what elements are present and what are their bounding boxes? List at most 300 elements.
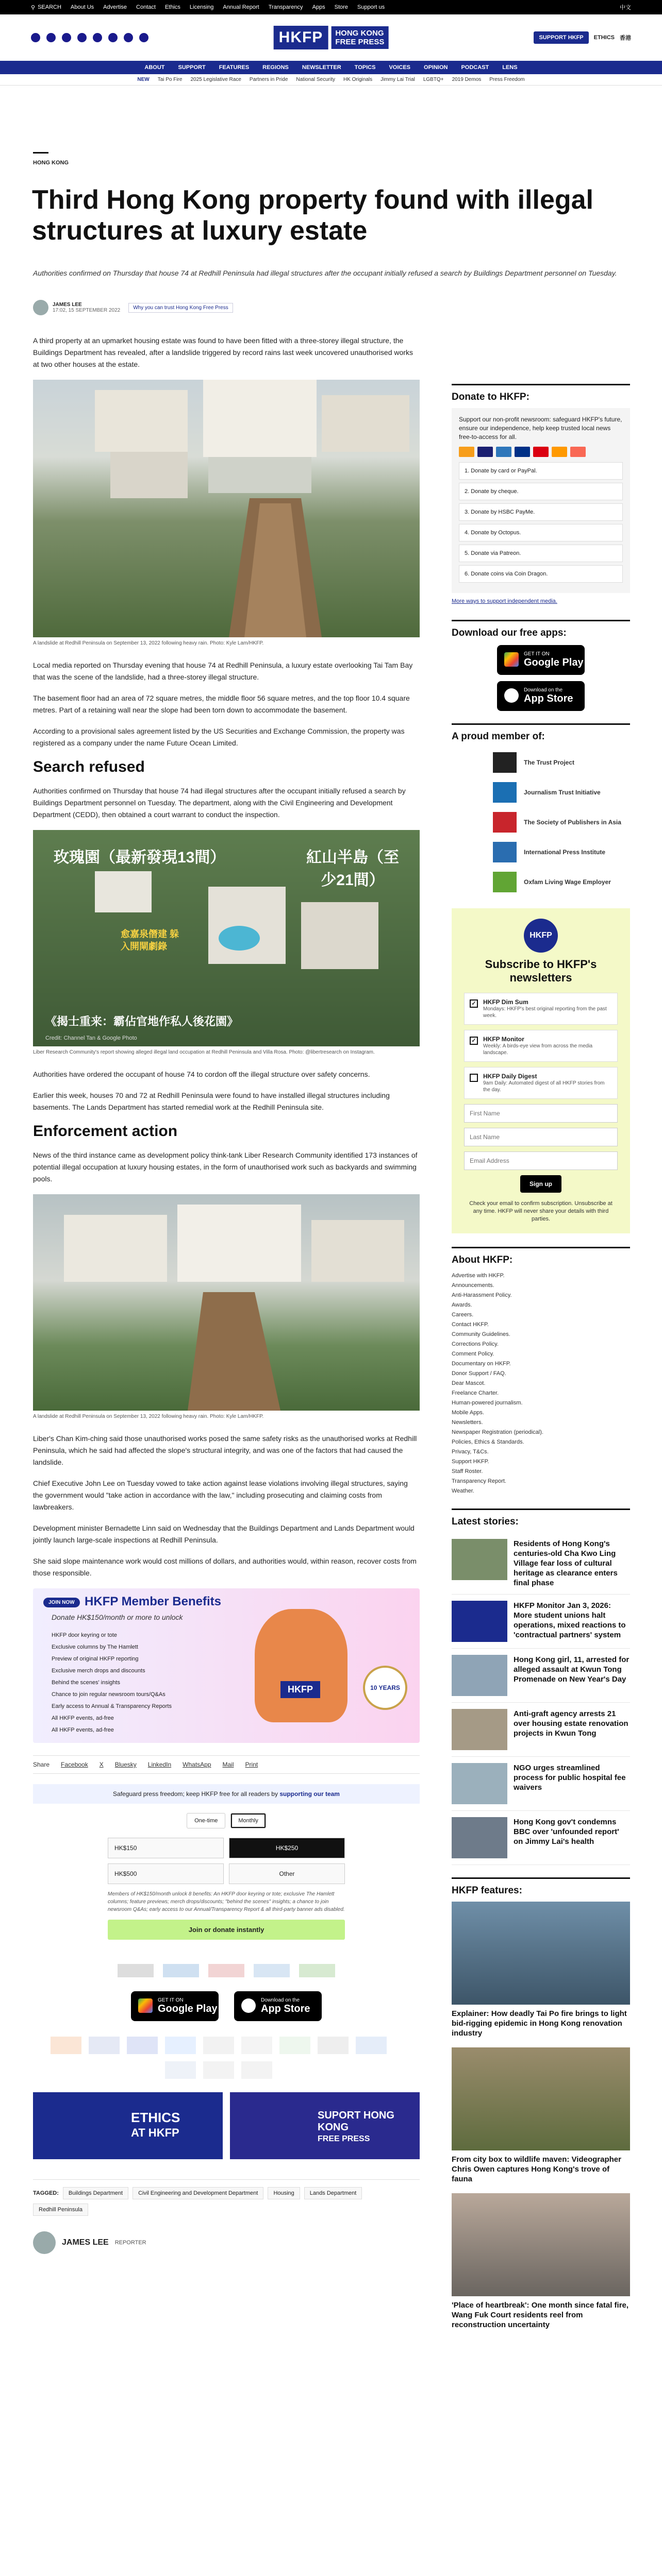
- image-credit: Credit: Channel Tan & Google Photo: [45, 1035, 137, 1041]
- paragraph: Authorities have ordered the occupant of house 74 to cordon off the illegal structure over safety concerns.: [33, 1070, 370, 1078]
- mascot-shirt-text: HKFP: [280, 1681, 320, 1698]
- nav-regions[interactable]: REGIONS: [262, 64, 289, 71]
- member-item[interactable]: [493, 837, 630, 867]
- octopus-logo: [241, 2037, 272, 2054]
- amount-option[interactable]: HK$150: [108, 1838, 224, 1858]
- util-link-about[interactable]: About Us: [70, 4, 94, 10]
- mastercard-icon: [459, 447, 474, 457]
- about-link[interactable]: Awards.: [452, 1302, 472, 1308]
- about-link[interactable]: Careers.: [452, 1312, 474, 1318]
- ethics-banner-title: ETHICS: [131, 2110, 180, 2125]
- benefit-list: [52, 1630, 172, 1736]
- paragraph: According to a provisional sales agreement listed by the US Securities and Exchange Commission, the property was registered as a company under the name Future Ocean Limited.: [33, 727, 405, 747]
- logo-mark: HKFP: [274, 26, 328, 49]
- benefit-item: Early access to Annual & Transparency Reports: [52, 1703, 172, 1709]
- nav-lens[interactable]: LENS: [502, 64, 518, 71]
- oxfam-logo: [299, 1964, 335, 1977]
- bottom-app-store-button[interactable]: [234, 1991, 322, 2021]
- share-linkedin[interactable]: LinkedIn: [147, 1761, 172, 1768]
- about-link[interactable]: Corrections Policy.: [452, 1341, 499, 1347]
- amount-option-other[interactable]: Other: [229, 1863, 345, 1884]
- donate-box: [452, 408, 630, 593]
- paragraph: Liber's Chan Kim-ching said those unauthorised works posed the same safety risks as the unauthorised works at Redhill Peninsula, which he said had affected the slope's structural integrity, and was one of the factors that had caused the landslide.: [33, 1434, 417, 1466]
- latest-story[interactable]: [452, 1649, 630, 1703]
- last-name-input[interactable]: [464, 1128, 618, 1146]
- press-text: Safeguard press freedom; keep HKFP free for all readers by: [113, 1790, 278, 1798]
- share-label: Share: [33, 1761, 50, 1768]
- share-bluesky[interactable]: Bluesky: [114, 1761, 137, 1768]
- landslide-photo-2: [33, 1194, 420, 1411]
- latest-story[interactable]: [452, 1595, 630, 1649]
- author-name[interactable]: JAMES LEE: [53, 302, 82, 308]
- donate-option[interactable]: 1. Donate by card or PayPal.: [459, 462, 623, 480]
- story-thumbnail: [452, 1601, 507, 1642]
- benefit-title: HKFP Member Benefits: [85, 1595, 221, 1608]
- donation-note: Members of HK$150/month unlock 8 benefits: An HKFP door keyring or tote; exclusive The Hamlett columns; feature previews; merch drops/discounts; "behind the scenes" insights; a chance to join newsroom Q&As; early access to our Annual/Transparency Report & all third-party banner ads disabled.: [108, 1891, 345, 1912]
- search-toggle[interactable]: [31, 4, 61, 11]
- site-header: [0, 14, 662, 61]
- nav-about[interactable]: ABOUT: [144, 64, 165, 71]
- ipi-icon: [493, 842, 517, 862]
- latest-stories: [452, 1533, 630, 1865]
- util-link-apps[interactable]: Apps: [312, 4, 325, 10]
- newsletter-note: Check your email to confirm subscription. Unsubscribe at any time. HKFP will never share your details with third parties.: [469, 1200, 613, 1222]
- about-link[interactable]: Contact HKFP.: [452, 1321, 489, 1328]
- trending-bar: [0, 74, 662, 86]
- about-link[interactable]: Newspaper Registration (periodical).: [452, 1429, 543, 1435]
- patreon-logo: [318, 2037, 349, 2054]
- deer-mascot-illustration: [255, 1609, 347, 1722]
- util-link-support[interactable]: Support us: [357, 4, 385, 10]
- about-link[interactable]: Support HKFP.: [452, 1459, 489, 1465]
- as-small: Download on the: [261, 1997, 300, 2003]
- x-icon[interactable]: [46, 33, 56, 42]
- member-name: Journalism Trust Initiative: [524, 789, 601, 796]
- checkbox-checked-icon[interactable]: ✓: [470, 1037, 478, 1045]
- landslide-photo-2-art: [33, 1194, 420, 1411]
- donate-option[interactable]: 2. Donate by cheque.: [459, 483, 623, 500]
- tag[interactable]: Buildings Department: [63, 2187, 128, 2199]
- nav-opinion[interactable]: OPINION: [424, 64, 448, 71]
- benefit-item: HKFP door keyring or tote: [52, 1632, 117, 1638]
- nav-topics[interactable]: TOPICS: [354, 64, 376, 71]
- signup-button[interactable]: Sign up: [520, 1175, 561, 1193]
- nav-podcast[interactable]: PODCAST: [461, 64, 489, 71]
- gp-big: Google Play: [158, 2003, 218, 2014]
- nav-newsletter[interactable]: NEWSLETTER: [302, 64, 341, 71]
- search-icon: ⚲: [31, 4, 36, 11]
- ethics-banner[interactable]: [33, 2092, 223, 2159]
- support-banner[interactable]: [230, 2092, 420, 2159]
- section-heading: Search refused: [33, 758, 145, 775]
- latest-story[interactable]: [452, 1703, 630, 1757]
- trending-item[interactable]: HK Originals: [343, 77, 373, 82]
- about-link[interactable]: Freelance Charter.: [452, 1390, 499, 1396]
- trust-project-icon: [493, 752, 517, 773]
- newsletter-desc: Weekly: A birds-eye view from across the media landscape.: [483, 1043, 593, 1056]
- trending-item[interactable]: 2019 Demos: [452, 77, 482, 82]
- landslide-photo-art: [33, 380, 420, 637]
- payme-icon: [533, 447, 549, 457]
- patreon-icon: [570, 447, 586, 457]
- sopa-icon: [493, 812, 517, 833]
- logo-line-2: FREE PRESS: [335, 38, 385, 46]
- member-logos-row: [33, 1960, 420, 1981]
- checkbox-checked-icon[interactable]: ✓: [470, 999, 478, 1008]
- newsletter-option-dim-sum[interactable]: [464, 993, 618, 1025]
- feature-story[interactable]: [452, 2193, 630, 2330]
- gp-small: GET IT ON: [158, 1997, 184, 2003]
- photo-caption: Liber Research Community's report showing alleged illegal land occupation at Redhill Peninsula and Villa Rosa. Photo: @libertresearch on Instagram.: [33, 1049, 375, 1055]
- photo-caption: A landslide at Redhill Peninsula on September 13, 2022 following heavy rain. Photo: Kyle Lam/HKFP.: [33, 1414, 264, 1419]
- press-link[interactable]: supporting our team: [279, 1790, 340, 1798]
- nav-features[interactable]: FEATURES: [219, 64, 250, 71]
- jti-icon: [493, 782, 517, 803]
- fps-logo: [165, 2061, 196, 2079]
- octopus-icon: [552, 447, 567, 457]
- feature-story[interactable]: [452, 2047, 630, 2184]
- nav-voices[interactable]: VOICES: [389, 64, 411, 71]
- as-big: App Store: [524, 693, 573, 704]
- donate-option[interactable]: 4. Donate by Octopus.: [459, 524, 623, 541]
- member-benefits-banner[interactable]: [33, 1588, 420, 1743]
- apple-pay-logo: [241, 2061, 272, 2079]
- paragraph: Chief Executive John Lee on Tuesday vowed to take action against lease violations involving illegal structures, saying the government would "take action in accordance with the law," including prosecuting and claiming costs from lawbreakers.: [33, 1479, 408, 1511]
- share-whatsapp[interactable]: WhatsApp: [183, 1761, 211, 1768]
- about-link[interactable]: Community Guidelines.: [452, 1331, 510, 1337]
- author-box-avatar[interactable]: [33, 2231, 56, 2254]
- newsletter-desc: 9am Daily: Automated digest of all HKFP stories from the day.: [483, 1080, 605, 1093]
- article-title: Third Hong Kong property found with illegal structures at luxury estate: [32, 185, 594, 246]
- jti-logo: [163, 1964, 199, 1977]
- benefit-item: Exclusive merch drops and discounts: [52, 1668, 145, 1674]
- anniversary-badge: 10 YEARS: [363, 1666, 407, 1710]
- story-title: Hong Kong girl, 11, arrested for alleged assault at Kwun Tong Promenade on New Year's Day: [514, 1655, 630, 1684]
- article-subtitle: Authorities confirmed on Thursday that house 74 at Redhill Peninsula had illegal structures after the occupant initially refused a search by Buildings Department personnel on Tuesday.: [33, 269, 617, 277]
- trending-item[interactable]: LGBTQ+: [423, 77, 444, 82]
- paragraph: The basement floor had an area of 72 square metres, the middle floor 56 square metres, and the top floor 10.4 square metres. Part of a retaining wall near the slope had been torn down to accommodate the basement.: [33, 694, 410, 714]
- member-item[interactable]: [493, 867, 630, 897]
- member-name: The Society of Publishers in Asia: [524, 819, 621, 826]
- trust-link[interactable]: Why you can trust Hong Kong Free Press: [128, 303, 233, 313]
- section-heading: Enforcement action: [33, 1123, 178, 1140]
- story-thumbnail: [452, 1817, 507, 1858]
- trending-new-label: NEW: [137, 77, 150, 82]
- article-category[interactable]: HONG KONG: [33, 160, 69, 166]
- member-name: Oxfam Living Wage Employer: [524, 878, 611, 886]
- about-link[interactable]: Weather.: [452, 1488, 474, 1494]
- tag[interactable]: Lands Department: [304, 2187, 362, 2199]
- ipi-logo: [254, 1964, 290, 1977]
- benefit-item: Chance to join regular newsroom tours/Q&As: [52, 1691, 166, 1698]
- donation-form: [108, 1813, 345, 1940]
- google-play-button[interactable]: [497, 645, 585, 675]
- story-thumbnail: [452, 1539, 507, 1580]
- photo-caption: A landslide at Redhill Peninsula on September 13, 2022 following heavy rain. Photo: Kyle Lam/HKFP.: [33, 640, 264, 646]
- story-title: Hong Kong gov't condemns BBC over 'unfounded report' on Jimmy Lai's health: [514, 1818, 619, 1846]
- story-title: Residents of Hong Kong's centuries-old Cha Kwo Ling Village fear loss of cultural heritage as clearance enters final phase: [514, 1539, 618, 1587]
- freq-monthly[interactable]: Monthly: [230, 1813, 266, 1828]
- story-title: HKFP Monitor Jan 3, 2026: More student unions halt operations, mixed reactions to 'contractual partners' system: [514, 1601, 626, 1639]
- story-thumbnail: [452, 1709, 507, 1750]
- util-link-ethics[interactable]: Ethics: [164, 4, 180, 10]
- share-facebook[interactable]: Facebook: [61, 1761, 88, 1768]
- mastercard-logo: [51, 2037, 81, 2054]
- trust-project-logo: [118, 1964, 154, 1977]
- feature-image: [452, 2193, 630, 2296]
- donate-option[interactable]: 6. Donate coins via Coin Dragon.: [459, 565, 623, 583]
- sidebar: [452, 384, 630, 2339]
- util-link-licensing[interactable]: Licensing: [189, 4, 214, 10]
- donate-heading: Donate to HKFP:: [452, 384, 630, 403]
- image-label-bottom: 《揭士重来：霸佔官地作私人後花園》: [45, 1015, 239, 1028]
- latest-story[interactable]: [452, 1533, 630, 1595]
- about-link[interactable]: Donor Support / FAQ.: [452, 1370, 506, 1377]
- feature-image: [452, 2047, 630, 2150]
- image-label-right: 紅山半島（至少21間）: [306, 849, 399, 889]
- newsletter-desc: Mondays: HKFP's best original reporting from the past week.: [483, 1006, 607, 1019]
- apple-icon: [504, 688, 519, 703]
- amount-option-selected[interactable]: HK$250: [229, 1838, 345, 1858]
- threads-icon[interactable]: [77, 33, 87, 42]
- story-title: NGO urges streamlined process for public hospital fee waivers: [514, 1764, 626, 1792]
- share-print[interactable]: Print: [245, 1761, 258, 1768]
- language-switch[interactable]: 中文: [620, 5, 631, 11]
- tag[interactable]: Redhill Peninsula: [33, 2204, 88, 2216]
- support-banner-title: SUPORT HONG KONG: [318, 2110, 394, 2133]
- linkedin-icon[interactable]: [108, 33, 118, 42]
- newsletter-name: HKFP Dim Sum: [483, 998, 528, 1006]
- publish-date: 17:02, 15 SEPTEMBER 2022: [53, 308, 121, 313]
- about-links: [452, 1271, 630, 1496]
- newsletter-name: HKFP Daily Digest: [483, 1073, 537, 1080]
- about-link[interactable]: Mobile Apps.: [452, 1410, 484, 1416]
- social-icons: [31, 33, 148, 42]
- american-express-logo: [165, 2037, 196, 2054]
- category-rule: [33, 152, 48, 154]
- freq-one-time[interactable]: One-time: [187, 1813, 225, 1828]
- util-link-transparency[interactable]: Transparency: [268, 4, 303, 10]
- as-big: App Store: [261, 2003, 310, 2014]
- paypal-logo: [356, 2037, 387, 2054]
- support-banner-sub: FREE PRESS: [318, 2134, 370, 2143]
- member-name: International Press Institute: [524, 849, 606, 856]
- main-nav: [0, 61, 662, 74]
- oxfam-icon: [493, 872, 517, 892]
- instagram-icon[interactable]: [62, 33, 71, 42]
- wechat-pay-logo: [279, 2037, 310, 2054]
- more-ways-link[interactable]: More ways to support independent media.: [452, 598, 557, 604]
- feature-image: [452, 1902, 630, 2005]
- paragraph: She said slope maintenance work would cost millions of dollars, and authorities would, within reason, recover costs from those responsible.: [33, 1557, 417, 1577]
- about-link[interactable]: Staff Roster.: [452, 1468, 483, 1475]
- newsletter-option-monitor[interactable]: [464, 1030, 618, 1062]
- feature-title: Explainer: How deadly Tai Po fire brings to light bid-rigging epidemic in Hong Kong renovation industry: [452, 2009, 627, 2038]
- latest-story[interactable]: [452, 1811, 630, 1865]
- about-link[interactable]: Privacy, T&Cs.: [452, 1449, 489, 1455]
- tags-label: TAGGED:: [33, 2190, 59, 2196]
- bottom-app-buttons: [33, 1991, 420, 2021]
- chinese-site-link[interactable]: 香港: [620, 35, 631, 41]
- trending-item[interactable]: 2025 Legislative Race: [190, 77, 241, 82]
- donate-text: Support our non-profit newsroom: safeguard HKFP's future, ensure our independence, help keep trusted local news free-to-access for all.: [459, 416, 622, 440]
- sopa-logo: [208, 1964, 244, 1977]
- story-thumbnail: [452, 1655, 507, 1696]
- benefit-item: All HKFP events, ad-free: [52, 1715, 114, 1721]
- image-label-middle: 愈嘉泉僭建 躲入開閘劇錄: [121, 929, 179, 952]
- landslide-photo: [33, 380, 420, 637]
- about-link[interactable]: Human-powered journalism.: [452, 1400, 523, 1406]
- liber-research-image: [33, 830, 420, 1046]
- checkbox-icon[interactable]: [470, 1074, 478, 1082]
- about-link[interactable]: Transparency Report.: [452, 1478, 506, 1484]
- util-link-contact[interactable]: Contact: [136, 4, 156, 10]
- utility-links: [71, 4, 385, 10]
- apple-icon: [241, 1998, 256, 2013]
- search-label: SEARCH: [38, 4, 61, 10]
- facebook-icon[interactable]: [31, 33, 40, 42]
- benefit-item: Exclusive columns by The Hamlett: [52, 1644, 138, 1650]
- youtube-icon[interactable]: [93, 33, 102, 42]
- tag[interactable]: Civil Engineering and Development Department: [133, 2187, 263, 2199]
- about-link[interactable]: Advertise with HKFP.: [452, 1273, 505, 1279]
- about-link[interactable]: Dear Mascot.: [452, 1380, 486, 1386]
- logo-line-1: HONG KONG: [335, 29, 384, 38]
- latest-story[interactable]: [452, 1757, 630, 1811]
- paragraph: A third property at an upmarket housing estate was found to have been fitted with a three-storey illegal structure, the Buildings Department has revealed, after a landslide triggered by record rains last week uncovered unauthorised works at two other houses at the estate.: [33, 336, 413, 368]
- paragraph: Earlier this week, houses 70 and 72 at Redhill Peninsula were found to have installed illegal structures including basements. The Lands Department has started remedial work at the Redhill Peninsula site.: [33, 1091, 390, 1111]
- trending-item[interactable]: Tai Po Fire: [157, 77, 183, 82]
- email-input[interactable]: [464, 1151, 618, 1170]
- byline: [33, 300, 233, 315]
- article-tags: [33, 2187, 420, 2216]
- features-heading: HKFP features:: [452, 1877, 630, 1896]
- site-logo[interactable]: [274, 26, 389, 49]
- bottom-google-play-button[interactable]: [131, 1991, 219, 2021]
- latest-heading: Latest stories:: [452, 1509, 630, 1528]
- author-avatar[interactable]: [33, 300, 48, 315]
- share-x[interactable]: X: [99, 1761, 104, 1768]
- benefit-item: Preview of original HKFP reporting: [52, 1656, 139, 1662]
- ethics-banner-sub: AT HKFP: [131, 2126, 179, 2139]
- google-pay-logo: [203, 2061, 234, 2079]
- feature-title: From city box to wildlife maven: Videographer Chris Owen captures Hong Kong's trove of fauna: [452, 2155, 621, 2183]
- header-actions: [534, 31, 631, 44]
- benefit-item: All HKFP events, ad-free: [52, 1727, 114, 1733]
- google-play-icon: [138, 1998, 153, 2013]
- util-link-store[interactable]: Store: [334, 4, 348, 10]
- story-title: Anti-graft agency arrests 21 over housing estate renovation projects in Kwun Tong: [514, 1709, 628, 1738]
- support-hkfp-button[interactable]: SUPPORT HKFP: [534, 31, 588, 44]
- trending-item[interactable]: Press Freedom: [489, 77, 525, 82]
- feature-story[interactable]: [452, 1902, 630, 2038]
- amount-options: [108, 1838, 345, 1884]
- first-name-input[interactable]: [464, 1104, 618, 1123]
- member-item[interactable]: [493, 777, 630, 807]
- share-bar: [33, 1755, 420, 1774]
- card-logos: [459, 447, 623, 457]
- util-link-annual-report[interactable]: Annual Report: [223, 4, 259, 10]
- image-label-left: 玫瑰園（最新發現13間）: [54, 849, 226, 866]
- google-play-icon: [504, 652, 519, 667]
- gp-big: Google Play: [524, 657, 584, 668]
- gp-small: GET IT ON: [524, 651, 550, 657]
- amex-icon: [496, 447, 511, 457]
- newsletter-option-daily-digest[interactable]: [464, 1067, 618, 1099]
- newsletter-title: Subscribe to HKFP's newsletters: [485, 958, 597, 984]
- member-name: The Trust Project: [524, 759, 575, 766]
- trending-item[interactable]: Jimmy Lai Trial: [380, 77, 415, 82]
- paragraph: Local media reported on Thursday evening that house 74 at Redhill Peninsula, a luxury estate overlooking Tai Tam Bay that was the scene of the landslide, had a three-storey illegal structure.: [33, 661, 413, 681]
- newsletter-badge: HKFP: [524, 919, 558, 953]
- newsletter-name: HKFP Monitor: [483, 1036, 524, 1043]
- ethics-link[interactable]: ETHICS: [593, 35, 615, 41]
- about-link[interactable]: Comment Policy.: [452, 1351, 494, 1357]
- member-item[interactable]: [493, 748, 630, 777]
- about-link[interactable]: Anti-Harassment Policy.: [452, 1292, 512, 1298]
- tag[interactable]: Housing: [268, 2187, 300, 2199]
- member-heading: A proud member of:: [452, 723, 630, 742]
- share-mail[interactable]: Mail: [222, 1761, 234, 1768]
- about-link[interactable]: Policies, Ethics & Standards.: [452, 1439, 524, 1445]
- bluesky-icon[interactable]: [124, 33, 133, 42]
- member-item[interactable]: [493, 807, 630, 837]
- trending-item[interactable]: National Security: [296, 77, 335, 82]
- paragraph: News of the third instance came as development policy think-tank Liber Research Community identified 173 instances of potential illegal occupation at luxury housing estates, in the form of unauthorised work such as backyards and swimming pools.: [33, 1151, 418, 1183]
- payment-logos: [33, 2037, 404, 2079]
- story-thumbnail: [452, 1763, 507, 1804]
- join-donate-button[interactable]: Join or donate instantly: [108, 1920, 345, 1940]
- benefit-subtitle: Donate HK$150/month or more to unlock: [52, 1613, 183, 1621]
- about-heading: About HKFP:: [452, 1247, 630, 1266]
- telegram-icon[interactable]: [139, 33, 148, 42]
- promo-banners: [33, 2092, 420, 2159]
- author-box-name[interactable]: JAMES LEE: [62, 2238, 109, 2247]
- about-link[interactable]: Newsletters.: [452, 1419, 483, 1426]
- benefit-item: Behind the scenes' insights: [52, 1680, 120, 1686]
- logo-wordmark: [331, 26, 388, 49]
- join-now-badge: JOIN NOW: [43, 1598, 80, 1607]
- donate-option[interactable]: 3. Donate by HSBC PayMe.: [459, 503, 623, 521]
- feature-title: 'Place of heartbreak': One month since fatal fire, Wang Fuk Court residents reel from reconstruction uncertainty: [452, 2301, 629, 2329]
- paypal-icon: [515, 447, 530, 457]
- apps-heading: Download our free apps:: [452, 620, 630, 639]
- donate-option[interactable]: 5. Donate via Patreon.: [459, 545, 623, 562]
- about-link[interactable]: Documentary on HKFP.: [452, 1361, 511, 1367]
- frequency-toggle: [108, 1813, 345, 1828]
- article-body: [33, 335, 420, 2254]
- app-store-button[interactable]: [497, 681, 585, 711]
- amount-option[interactable]: HK$500: [108, 1863, 224, 1884]
- author-box-role: REPORTER: [114, 2240, 146, 2246]
- as-small: Download on the: [524, 687, 563, 693]
- paragraph: Development minister Bernadette Linn said on Wednesday that the Buildings Department and Lands Department would jointly launch large-scale inspections at Redhill Peninsula.: [33, 1524, 415, 1544]
- visa-logo: [127, 2037, 158, 2054]
- util-link-advertise[interactable]: Advertise: [103, 4, 127, 10]
- paragraph: Authorities confirmed on Thursday that house 74 had illegal structures after the occupant initially refused a search by Buildings Department personnel on Tuesday. The department, along with the Civil Engineering and Development Department (CEDD), then obtained a court warrant to conduct the inspection.: [33, 787, 406, 819]
- author-box: [33, 2231, 420, 2254]
- payme-logo: [203, 2037, 234, 2054]
- press-freedom-banner: [33, 1784, 420, 1804]
- newsletter-signup: [452, 908, 630, 1233]
- member-list: [452, 748, 630, 897]
- visa-icon: [477, 447, 493, 457]
- amex-logo: [89, 2037, 120, 2054]
- trending-item[interactable]: Partners in Pride: [249, 77, 288, 82]
- utility-bar: [0, 0, 662, 14]
- about-link[interactable]: Announcements.: [452, 1282, 494, 1289]
- nav-support[interactable]: SUPPORT: [178, 64, 206, 71]
